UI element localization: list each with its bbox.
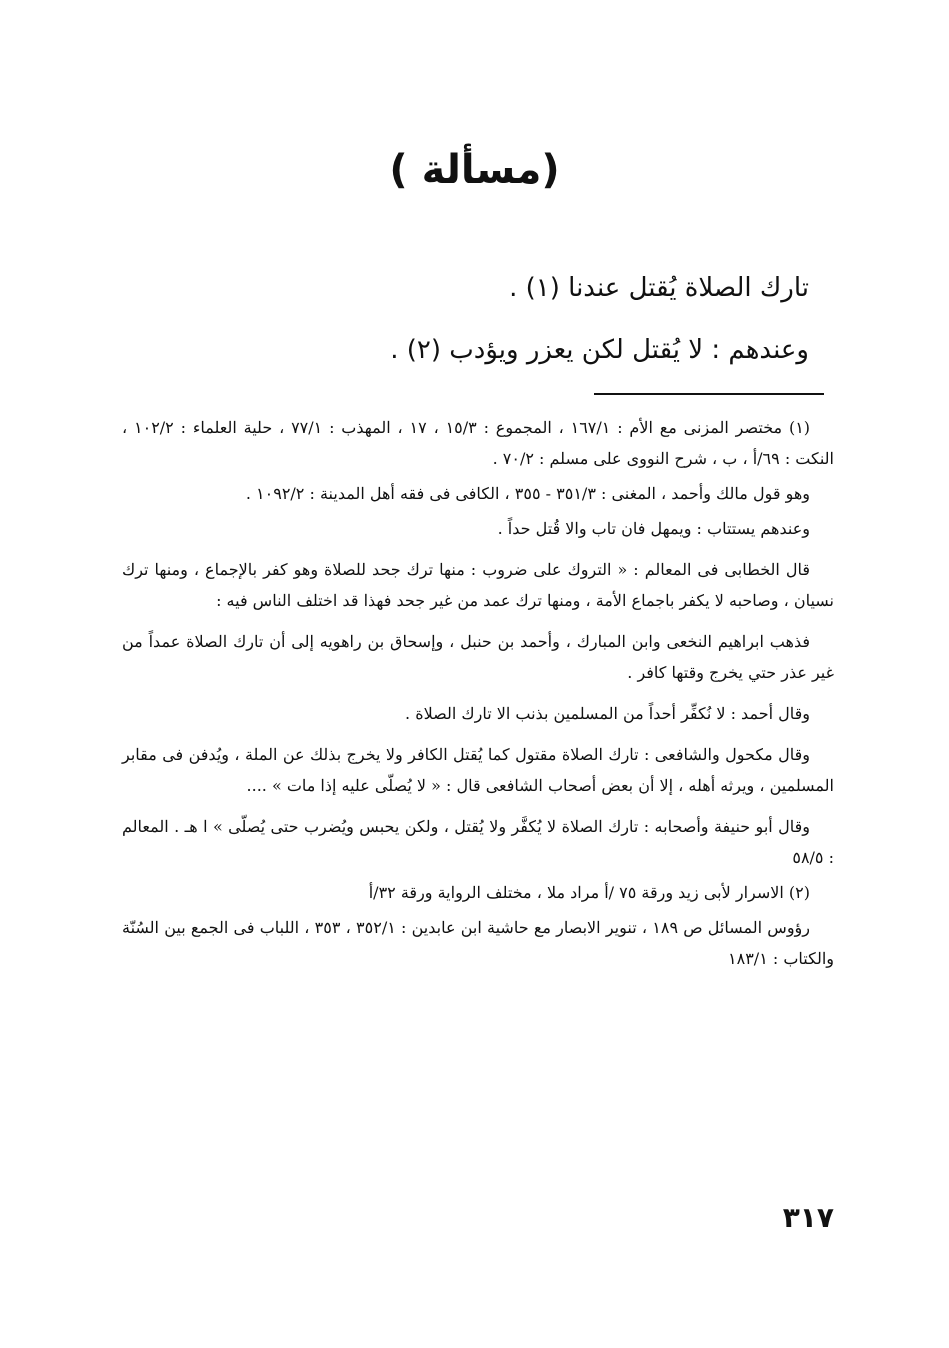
footnote-paragraph: رؤوس المسائل ص ١٨٩ ، تنوير الابصار مع حاشية ابن عابدين : ٣٥٢/١ ، ٣٥٣ ، اللباب فى الجمع بين السُنّة والكتاب : ١٨٣/١ <box>122 918 834 968</box>
footnote-paragraph: قال الخطابى فى المعالم : « التروك على ضروب : منها ترك جحد للصلاة وهو كفر بالإجماع ، ومنها ترك نسيان ، وصاحبه لا يكفر باجماع الأمة ، ومنها ترك عمد من غير جحد فهذا قد اختلف الناس فيه : <box>122 560 834 610</box>
main-text-line-2: وعندهم : لا يُقتل لكن يعزر ويؤدب (٢) . <box>390 335 809 365</box>
footnote-1: (١) مختصر المزنى مع الأم : ١٦٧/١ ، المجموع : ١٥/٣ ، ١٧ ، المهذب : ٧٧/١ ، حلية العلماء : ١٠٢/٢ ، النكت : ٦٩/أ ، ب ، شرح النووى على مسلم : ٧٠/٢ . <box>122 418 834 468</box>
footnote-paragraph: فذهب ابراهيم النخعى وابن المبارك ، وأحمد بن حنبل ، وإسحاق بن راهويه إلى أن تارك الصلاة عمداً من غير عذر حتي يخرج وقتها كافر . <box>122 632 834 682</box>
main-text-line-1: تارك الصلاة يُقتل عندنا (١) . <box>509 273 809 303</box>
footnotes-block <box>122 412 834 984</box>
footnote-2: (٢) الاسرار لأبى زيد ورقة ٧٥ /أ مراد ملا ، مختلف الرواية ورقة ٣٢/أ <box>368 883 810 902</box>
footnote-paragraph: وهو قول مالك وأحمد ، المغنى : ٣٥١/٣ - ٣٥٥ ، الكافى فى فقه أهل المدينة : ١٠٩٢/٢ . <box>245 484 810 503</box>
footnote-paragraph: وعندهم يستتاب : ويمهل فان تاب والا قُتل حداً . <box>497 519 810 538</box>
footnote-divider <box>594 393 824 395</box>
footnote-paragraph: وقال مكحول والشافعى : تارك الصلاة مقتول كما يُقتل الكافر ولا يخرج بذلك عن الملة ، ويُدفن فى مقابر المسلمين ، ويرثه أهله ، إلا أن بعض أصحاب الشافعى قال : « لا يُصلّى عليه إذا مات » .... <box>122 745 834 795</box>
section-title: (مسألة ) <box>389 147 560 193</box>
footnote-paragraph: وقال أبو حنيفة وأصحابه : تارك الصلاة لا يُكفَّر ولا يُقتل ، ولكن يحبس ويُضرب حتى يُصلّى » ا هـ . المعالم : ٥٨/٥ <box>122 817 834 867</box>
page-number: ٣١٧ <box>782 1201 834 1234</box>
footnote-paragraph: وقال أحمد : لا نُكفِّر أحداً من المسلمين بذنب الا تارك الصلاة . <box>405 704 810 723</box>
